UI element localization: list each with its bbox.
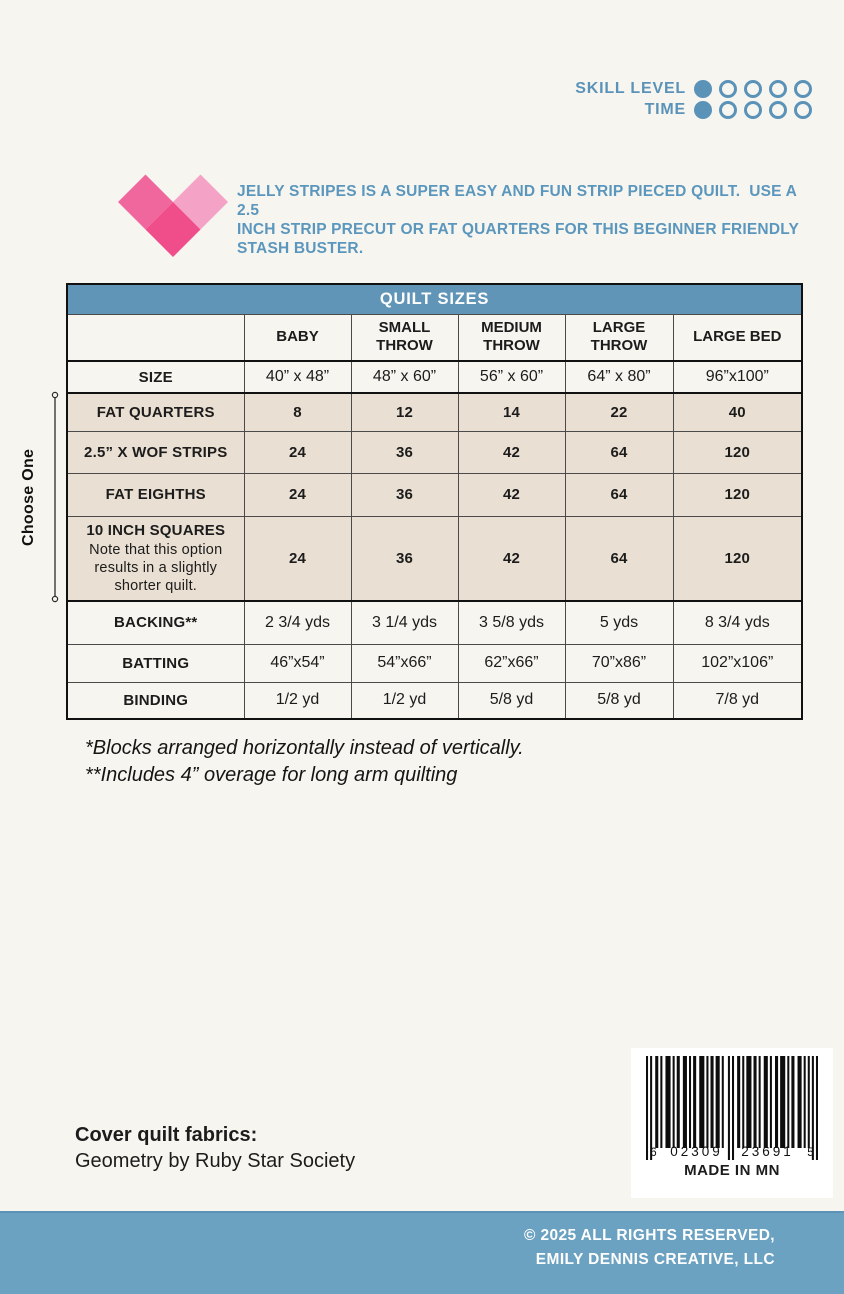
time-label: TIME [644, 101, 686, 118]
table-cell: 64” x 80” [565, 361, 673, 393]
barcode-digit-group-2: 23691 [741, 1144, 794, 1159]
table-cell: 2 3/4 yds [244, 601, 351, 644]
rating-dot-empty [794, 80, 812, 98]
barcode-digits [646, 1144, 818, 1159]
choose-one-bracket [46, 391, 64, 603]
table-row-ten-inch-squares [67, 516, 802, 601]
table-row-wof-strips [67, 431, 802, 473]
table-cell: 102”x106” [673, 644, 802, 682]
table-cell: 14 [458, 393, 565, 431]
table-cell: 120 [673, 431, 802, 473]
row-label: SIZE [67, 361, 244, 393]
table-cell: 1/2 yd [244, 682, 351, 719]
time-dots [694, 101, 812, 119]
table-cell: 42 [458, 431, 565, 473]
row-label: BACKING** [67, 601, 244, 644]
footnote-1: *Blocks arranged horizontally instead of vertically. [85, 737, 524, 759]
table-row-backing [67, 601, 802, 644]
table-cell: 70”x86” [565, 644, 673, 682]
rating-dot-empty [769, 101, 787, 119]
table-cell: 96”x100” [673, 361, 802, 393]
table-cell: 42 [458, 516, 565, 601]
table-cell: 24 [244, 431, 351, 473]
quilt-sizes-table [66, 283, 803, 720]
table-cell: 8 [244, 393, 351, 431]
rating-dot-empty [744, 80, 762, 98]
column-header-row [67, 314, 802, 361]
table-cell: 3 5/8 yds [458, 601, 565, 644]
heart-logo-icon [118, 170, 228, 262]
row-label: BINDING [67, 682, 244, 719]
table-row-binding [67, 682, 802, 719]
footnotes [85, 735, 524, 789]
copyright-line-2: EMILY DENNIS CREATIVE, LLC [535, 1251, 775, 1268]
table-cell: 48” x 60” [351, 361, 458, 393]
skill-level-dots [694, 80, 812, 98]
table-cell: 3 1/4 yds [351, 601, 458, 644]
table-cell [67, 314, 244, 361]
table-cell: 24 [244, 473, 351, 516]
table-cell: 36 [351, 473, 458, 516]
table-cell: 40 [673, 393, 802, 431]
credits-detail: Geometry by Ruby Star Society [75, 1150, 356, 1172]
table-cell: 64 [565, 473, 673, 516]
barcode-digit-left: 6 [650, 1147, 657, 1159]
row-label-note: Note that this option results in a slightly shorter quilt. [89, 541, 223, 594]
time-row [575, 101, 812, 119]
table-row-batting [67, 644, 802, 682]
intro-line: INCH STRIP PRECUT OR FAT QUARTERS FOR THIS BEGINNER FRIENDLY [237, 221, 800, 238]
table-cell: 5/8 yd [565, 682, 673, 719]
ratings-block [575, 80, 812, 119]
barcode-digit-group-1: 02309 [670, 1144, 723, 1159]
choose-one-label: Choose One [20, 448, 37, 546]
table-cell: 40” x 48” [244, 361, 351, 393]
table-cell: 22 [565, 393, 673, 431]
col-header-medium-throw: MEDIUM THROW [458, 314, 565, 361]
table-row-fat-quarters [67, 393, 802, 431]
table-cell: 5/8 yd [458, 682, 565, 719]
table-cell: 62”x66” [458, 644, 565, 682]
row-label: FAT EIGHTHS [67, 473, 244, 516]
rating-dot-empty [744, 101, 762, 119]
table-cell: 56” x 60” [458, 361, 565, 393]
col-header-baby: BABY [244, 314, 351, 361]
rating-dot-empty [719, 80, 737, 98]
barcode [631, 1048, 833, 1198]
table-cell: 5 yds [565, 601, 673, 644]
col-header-small-throw: SMALL THROW [351, 314, 458, 361]
barcode-digit-right: 5 [807, 1147, 814, 1159]
intro-paragraph [237, 182, 807, 258]
rating-dot-empty [794, 101, 812, 119]
row-label: FAT QUARTERS [67, 393, 244, 431]
row-label-title: 10 INCH SQUARES [86, 521, 226, 539]
table-title: QUILT SIZES [67, 284, 802, 314]
row-label: BATTING [67, 644, 244, 682]
table-cell: 120 [673, 473, 802, 516]
skill-level-row [575, 80, 812, 98]
rating-dot-empty [719, 101, 737, 119]
table-cell: 36 [351, 431, 458, 473]
rating-dot-filled [694, 80, 712, 98]
copyright-text [524, 1224, 775, 1272]
table-cell: 46”x54” [244, 644, 351, 682]
credits-heading: Cover quilt fabrics: [75, 1124, 258, 1146]
table-cell: 24 [244, 516, 351, 601]
table-cell: 8 3/4 yds [673, 601, 802, 644]
table-cell: 1/2 yd [351, 682, 458, 719]
intro-line: STASH BUSTER. [237, 240, 364, 257]
footer-bar [0, 1211, 844, 1294]
col-header-large-throw: LARGE THROW [565, 314, 673, 361]
intro-line: JELLY STRIPES IS A SUPER EASY AND FUN STRIP PIECED QUILT. USE A 2.5 [237, 183, 801, 219]
table-cell: 64 [565, 431, 673, 473]
table-cell: 42 [458, 473, 565, 516]
table-cell: 120 [673, 516, 802, 601]
skill-level-label: SKILL LEVEL [575, 80, 686, 97]
row-label [67, 516, 244, 601]
table-row-fat-eighths [67, 473, 802, 516]
row-label: 2.5” X WOF STRIPS [67, 431, 244, 473]
table-cell: 36 [351, 516, 458, 601]
col-header-large-bed: LARGE BED [673, 314, 802, 361]
rating-dot-empty [769, 80, 787, 98]
table-cell: 54”x66” [351, 644, 458, 682]
copyright-line-1: © 2025 ALL RIGHTS RESERVED, [523, 1227, 775, 1244]
rating-dot-filled [694, 101, 712, 119]
table-cell: 64 [565, 516, 673, 601]
table-cell: 7/8 yd [673, 682, 802, 719]
footnote-2: **Includes 4” overage for long arm quilting [85, 764, 458, 786]
table-row-size [67, 361, 802, 393]
table-cell: 12 [351, 393, 458, 431]
made-in-label: MADE IN MN [684, 1162, 780, 1179]
cover-fabric-credits [75, 1122, 355, 1174]
